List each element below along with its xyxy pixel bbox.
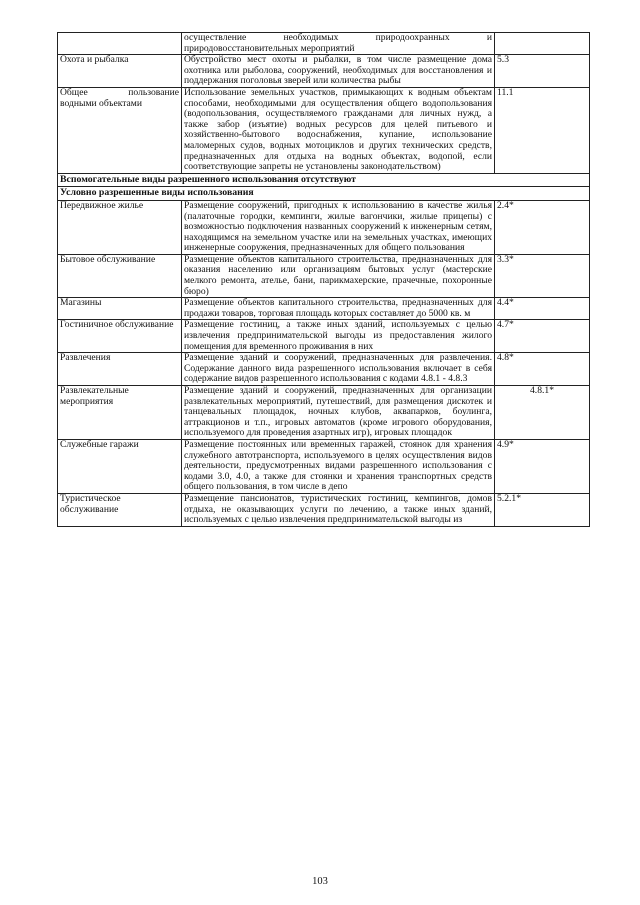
- use-type-name: Развлечения: [58, 353, 182, 386]
- section-header-row: [58, 173, 590, 187]
- use-type-description: осуществление необходимых природоохранных и природовосстановительных мероприятий: [182, 33, 495, 55]
- use-type-name: Передвижное жилье: [58, 200, 182, 254]
- page-number: 103: [312, 876, 328, 887]
- use-type-code: 3.3*: [495, 254, 590, 297]
- use-type-description: Размещение объектов капитального строительства, предназначенных для продажи товаров, торговая площадь которых составляет до 5000 кв. м: [182, 298, 495, 320]
- use-type-name: Туристическое обслуживание: [58, 493, 182, 526]
- table-row: [58, 33, 590, 55]
- use-type-code: 5.2.1*: [495, 493, 590, 526]
- table-row: [58, 493, 590, 526]
- table-row: [58, 254, 590, 297]
- table-row: [58, 87, 590, 173]
- use-type-code: 4.9*: [495, 439, 590, 493]
- use-type-name: Общее пользование водными объектами: [58, 87, 182, 173]
- use-type-code: 5.3: [495, 55, 590, 88]
- use-type-code: 4.7*: [495, 320, 590, 353]
- section-header: Условно разрешенные виды использования: [58, 187, 590, 201]
- table-row: [58, 353, 590, 386]
- use-type-code: 2.4*: [495, 200, 590, 254]
- use-type-name: Охота и рыбалка: [58, 55, 182, 88]
- use-type-description: Размещение зданий и сооружений, предназначенных для развлечения. Содержание данного вида разрешенного использования включает в себя содержание видов разрешенного использования с кодами 4.8.1 - 4.8.3: [182, 353, 495, 386]
- table-row: [58, 386, 590, 440]
- table-row: [58, 320, 590, 353]
- table-row: [58, 439, 590, 493]
- table-row: [58, 298, 590, 320]
- table-row: [58, 200, 590, 254]
- section-header-row: [58, 187, 590, 201]
- use-type-description: Обустройство мест охоты и рыбалки, в том числе размещение дома охотника или рыболова, сооружений, необходимых для восстановления и поддержания поголовья зверей или количества рыбы: [182, 55, 495, 88]
- use-type-description: Размещение гостиниц, а также иных зданий, используемых с целью извлечения предпринимательской выгоды из предоставления жилого помещения для временного проживания в них: [182, 320, 495, 353]
- table-row: [58, 55, 590, 88]
- section-header: Вспомогательные виды разрешенного использования отсутствуют: [58, 173, 590, 187]
- use-type-description: Размещение постоянных или временных гаражей, стоянок для хранения служебного автотранспорта, используемого в целях осуществления видов деятельности, предусмотренных видами разрешенного использования с кодами 3.0, 4.0, а также для стоянки и хранения транспортных средств общего пользования, в том числе в депо: [182, 439, 495, 493]
- use-type-name: Бытовое обслуживание: [58, 254, 182, 297]
- use-type-name: Развлекательные мероприятия: [58, 386, 182, 440]
- use-type-description: Размещение сооружений, пригодных к использованию в качестве жилья (палаточные городки, кемпинги, жилые вагончики, жилые прицепы) с возможностью подключения названных сооружений к инженерным сетям, находящимся на земельном участке или на земельных участках, имеющих инженерные сооружения, предназначенных для общего пользования: [182, 200, 495, 254]
- use-type-name: [58, 33, 182, 55]
- use-type-description: Размещение объектов капитального строительства, предназначенных для оказания населению или организациям бытовых услуг (мастерские мелкого ремонта, ателье, бани, парикмахерские, прачечные, похоронные бюро): [182, 254, 495, 297]
- use-type-code: [495, 33, 590, 55]
- use-type-name: Служебные гаражи: [58, 439, 182, 493]
- use-type-description: Размещение зданий и сооружений, предназначенных для организации развлекательных мероприятий, путешествий, для размещения дискотек и танцевальных площадок, ночных клубов, аквапарков, боулинга, аттракционов и т.п., игровых автоматов (кроме игрового оборудования, используемого для проведения азартных игр), игровых площадок: [182, 386, 495, 440]
- use-type-name: Магазины: [58, 298, 182, 320]
- document-page: [57, 32, 586, 527]
- use-type-code: 4.4*: [495, 298, 590, 320]
- use-type-description: Использование земельных участков, примыкающих к водным объектам способами, необходимыми для осуществления общего водопользования (водопользования, осуществляемого гражданами для личных нужд, а также забор (изъятие) водных ресурсов для целей питьевого и хозяйственно-бытового водоснабжения, купание, использование маломерных судов, водных мотоциклов и других технических средств, предназначенных для отдыха на водных объектах, водопой, если соответствующие запреты не установлены законодательством): [182, 87, 495, 173]
- land-use-table: [57, 32, 590, 527]
- use-type-code: 11.1: [495, 87, 590, 173]
- use-type-name: Гостиничное обслуживание: [58, 320, 182, 353]
- use-type-code: 4.8.1*: [495, 386, 590, 440]
- use-type-description: Размещение пансионатов, туристических гостиниц, кемпингов, домов отдыха, не оказывающих услуги по лечению, а также иных зданий, используемых с целью извлечения предпринимательской выгоды из: [182, 493, 495, 526]
- use-type-code: 4.8*: [495, 353, 590, 386]
